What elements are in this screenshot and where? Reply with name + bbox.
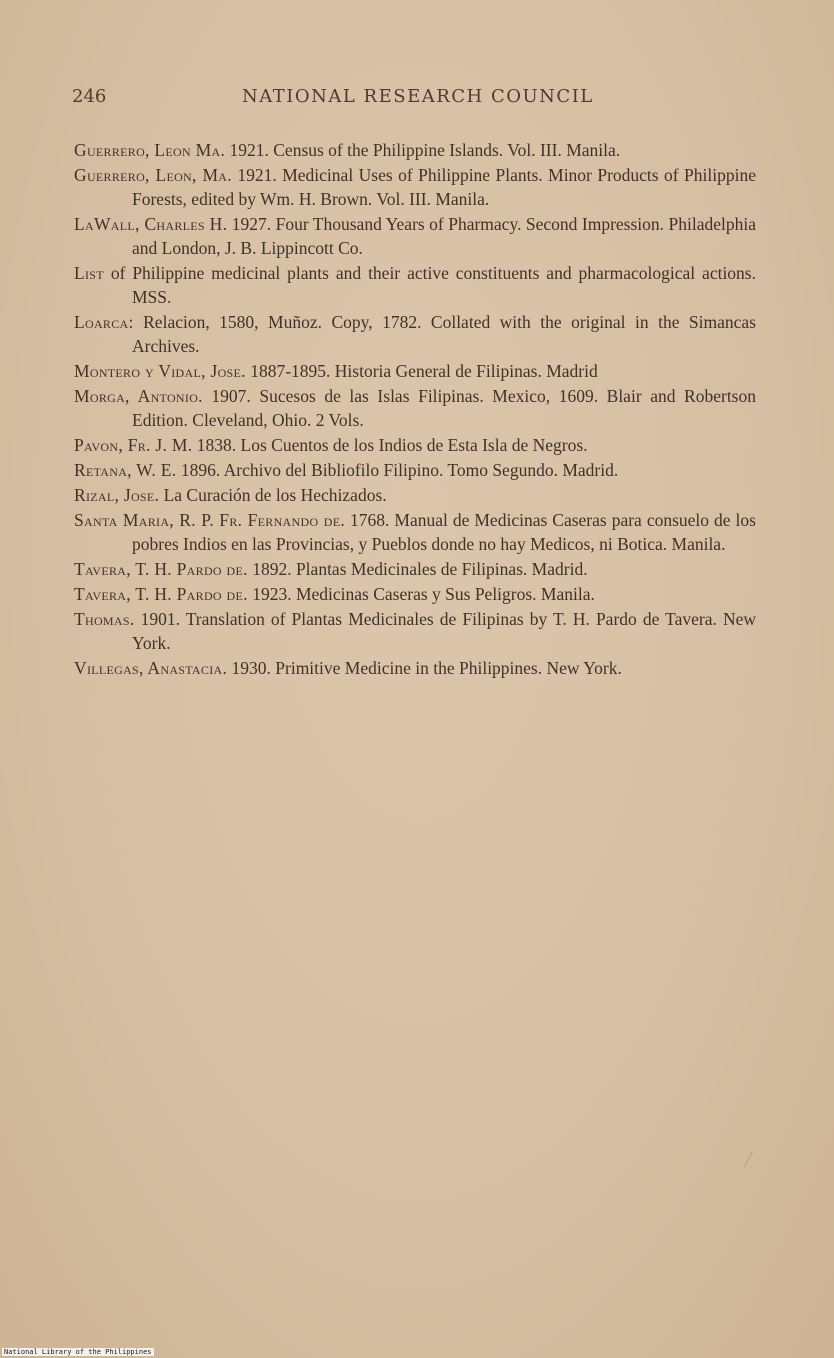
page-number: 246 <box>72 86 107 107</box>
page-header <box>72 86 762 112</box>
reference-text: Relacion, 1580, Muñoz. Copy, 1782. Collated with the original in the Simancas Archives. <box>132 312 756 356</box>
reference-entry <box>74 261 756 309</box>
reference-entry <box>74 138 756 162</box>
reference-text: of Philippine medicinal plants and their active constituents and pharmacological actions. MSS. <box>103 263 756 307</box>
reference-author: Tavera, T. H. Pardo de. <box>74 584 248 604</box>
reference-list <box>74 138 756 681</box>
reference-entry <box>74 163 756 211</box>
reference-text: 1930. Primitive Medicine in the Philippines. New York. <box>227 658 622 678</box>
reference-entry <box>74 483 756 507</box>
reference-entry <box>74 212 756 260</box>
reference-author: Guerrero, Leon Ma. <box>74 140 226 160</box>
reference-text: 1768. Manual de Medicinas Caseras para consuelo de los pobres Indios en las Provincias, y Pueblos donde no hay Medicos, ni Botica. Manila. <box>132 510 756 554</box>
reference-entry <box>74 359 756 383</box>
reference-author: Rizal, Jose. <box>74 485 160 505</box>
reference-text: 1892. Plantas Medicinales de Filipinas. Madrid. <box>247 559 588 579</box>
reference-entry <box>74 582 756 606</box>
reference-entry <box>74 458 756 482</box>
reference-text: 1901. Translation of Plantas Medicinales de Filipinas by T. H. Pardo de Tavera. New York. <box>132 609 756 653</box>
reference-text: 1838. Los Cuentos de los Indios de Esta Isla de Negros. <box>192 435 588 455</box>
reference-author: Montero y Vidal, Jose. <box>74 361 246 381</box>
reference-author: Morga, Antonio. <box>74 386 203 406</box>
reference-author: Guerrero, Leon, Ma. <box>74 165 232 185</box>
reference-author: Thomas. <box>74 609 135 629</box>
reference-author: Villegas, Anastacia. <box>74 658 228 678</box>
reference-text: 1921. Census of the Philippine Islands. Vol. III. Manila. <box>225 140 621 160</box>
paper-blemish <box>744 1151 753 1167</box>
reference-text: 1921. Medicinal Uses of Philippine Plants. Minor Products of Philippine Forests, edited by Wm. H. Brown. Vol. III. Manila. <box>132 165 757 209</box>
reference-author: Santa Maria, R. P. Fr. Fernando de. <box>74 510 345 530</box>
reference-author: Pavon, Fr. J. M. <box>74 435 193 455</box>
reference-text: 1896. Archivo del Bibliofilo Filipino. Tomo Segundo. Madrid. <box>176 460 619 480</box>
reference-entry <box>74 656 756 680</box>
running-head: NATIONAL RESEARCH COUNCIL <box>242 86 594 107</box>
reference-author: LaWall, Charles H. <box>74 214 228 234</box>
reference-text: 1907. Sucesos de las Islas Filipinas. Mexico, 1609. Blair and Robertson Edition. Cleveland, Ohio. 2 Vols. <box>132 386 756 430</box>
reference-author: Retana, W. E. <box>74 460 177 480</box>
reference-entry <box>74 310 756 358</box>
reference-text: 1927. Four Thousand Years of Pharmacy. Second Impression. Philadelphia and London, J. B. Lippincott Co. <box>132 214 756 258</box>
reference-text: 1923. Medicinas Caseras y Sus Peligros. Manila. <box>247 584 595 604</box>
reference-author: List <box>74 263 104 283</box>
reference-entry <box>74 557 756 581</box>
reference-entry <box>74 433 756 457</box>
reference-text: La Curación de los Hechizados. <box>159 485 387 505</box>
reference-author: Tavera, T. H. Pardo de. <box>74 559 248 579</box>
reference-entry <box>74 508 756 556</box>
reference-text: 1887-1895. Historia General de Filipinas. Madrid <box>245 361 598 381</box>
reference-entry <box>74 607 756 655</box>
reference-entry <box>74 384 756 432</box>
library-credit: National Library of the Philippines <box>4 1348 152 1356</box>
reference-author: Loarca: <box>74 312 134 332</box>
